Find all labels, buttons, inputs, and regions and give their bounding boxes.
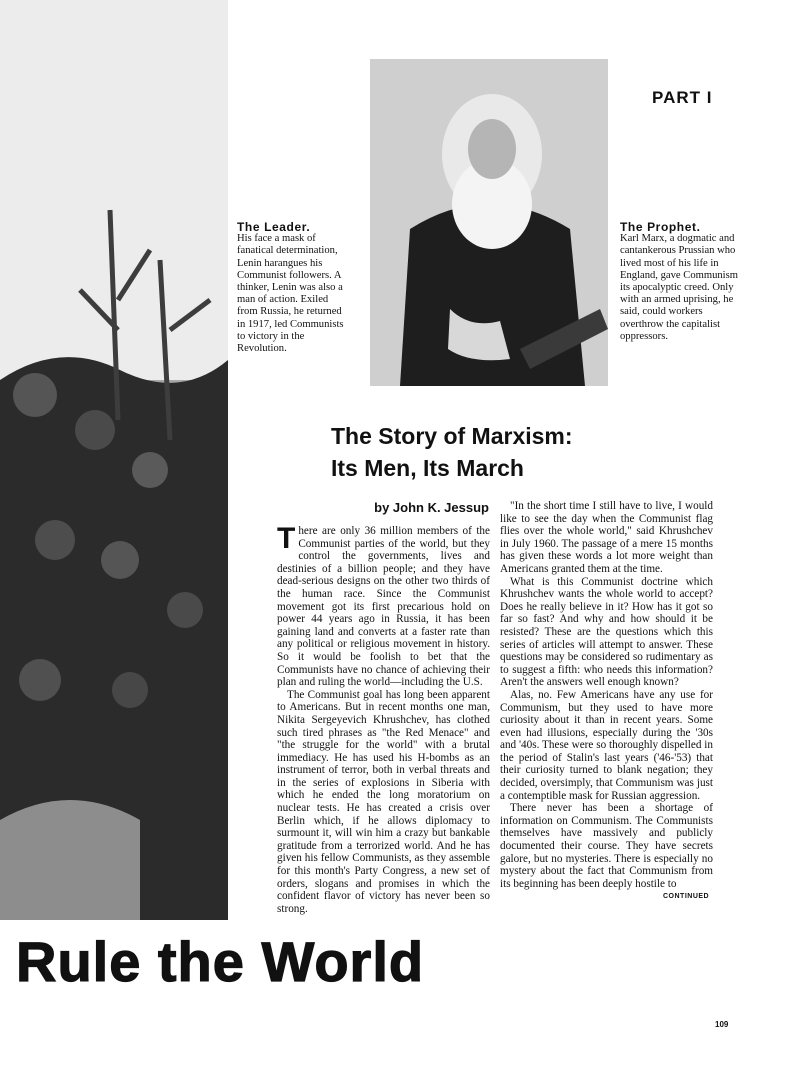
drop-cap: T	[277, 522, 296, 555]
prophet-caption	[620, 221, 738, 343]
prophet-caption-text: Karl Marx, a dogmatic and cantankerous Prussian who lived most of his life in England, gave Communism its apocalyptic creed. Only with an armed uprising, he said, could workers overthrow the capitalist oppressors.	[620, 233, 738, 342]
prophet-caption-heading: The Prophet.	[620, 220, 701, 234]
paragraph	[277, 522, 490, 689]
article-column-2	[500, 500, 713, 890]
headline-rule-the-world: Rule the World	[16, 930, 425, 993]
page-number: 109	[715, 1020, 729, 1029]
marx-portrait-graphic	[370, 59, 608, 386]
article-title-line-1: The Story of Marxism:	[331, 423, 573, 449]
continued-label: CONTINUED	[663, 893, 710, 900]
paragraph: There never has been a shortage of information on Communism. The Communists themselves have massively and publicly documented their course. They have secrets galore, but no mysteries. There is especially no mystery about the fact that Communism from its beginning has been deeply hostile to	[500, 802, 713, 890]
paragraph-text: here are only 36 million members of the Communist parties of the world, but they control the governments, lives and destinies of a billion people; and they have dead-serious designs on the other two thirds of the human race. Since the Communist movement got its first precarious hold on power 44 years ago in Russia, it has been gaining land and converts at a faster rate than any political or religious movement in history. So it would be foolish to bet that the Communists have no chance of achieving their plan and ruling the world—including the U.S.	[277, 525, 490, 689]
leader-caption-text: His face a mask of fanatical determination, Lenin harangues his Communist followers. A thinker, Lenin was also a man of action. Exiled from Russia, he returned in 1917, led Communists to victory in the Revolution.	[237, 233, 344, 355]
article-title-line-2: Its Men, Its March	[331, 455, 524, 481]
crowd-photo-graphic	[0, 0, 228, 920]
marx-portrait-photo	[370, 59, 608, 386]
paragraph: Alas, no. Few Americans have any use for Communism, but they used to have more curiosity about it than in recent years. Some even had illusions, especially during the '30s and '40s. These were so thoroughly dispelled in the period of Stalin's last years ('46-'53) that their curiosity turned to blank negation; they decided, oversimply, that Communism was just a contemptible mask for Russian aggression.	[500, 688, 713, 802]
part-label: PART I	[652, 88, 713, 107]
article-column-1	[277, 522, 490, 915]
article-title	[331, 420, 573, 484]
leader-caption	[237, 221, 347, 355]
byline: by John K. Jessup	[374, 500, 489, 515]
paragraph: "In the short time I still have to live, I would like to see the day when the Communist flag flies over the whole world," said Khrushchev in July 1960. The passage of a mere 15 months has given these words a lot more weight than Americans granted them at the time.	[500, 500, 713, 575]
lenin-crowd-photo	[0, 0, 228, 920]
paragraph: What is this Communist doctrine which Khrushchev wants the whole world to accept? Does he really believe in it? How has it got so far so fast? And why and how should it be resisted? These are the questions which this series of articles will attempt to answer. These questions may be considered so rudimentary as to suggest a fifth: who needs this information? Aren't the answers well enough known?	[500, 575, 713, 689]
paragraph: The Communist goal has long been apparent to Americans. But in recent months one man, Nikita Sergeyevich Khrushchev, has clothed such tired phrases as "the Red Menace" and "the struggle for the world" with a brutal immediacy. He has used his H-bombs as an instrument of terror, both in verbal threats and in the series of explosions in Siberia with which he ended the long moratorium on nuclear tests. He has created a crisis over Berlin which, if he allows diplomacy to surmount it, will win him a crazy but bankable gratitude from a terrorized world. And he has given his fellow Communists, as they assemble for this month's Party Congress, a new set of orders, slogans and promises in which the confident flavor of victory has never been so strong.	[277, 688, 490, 915]
leader-caption-heading: The Leader.	[237, 220, 311, 234]
